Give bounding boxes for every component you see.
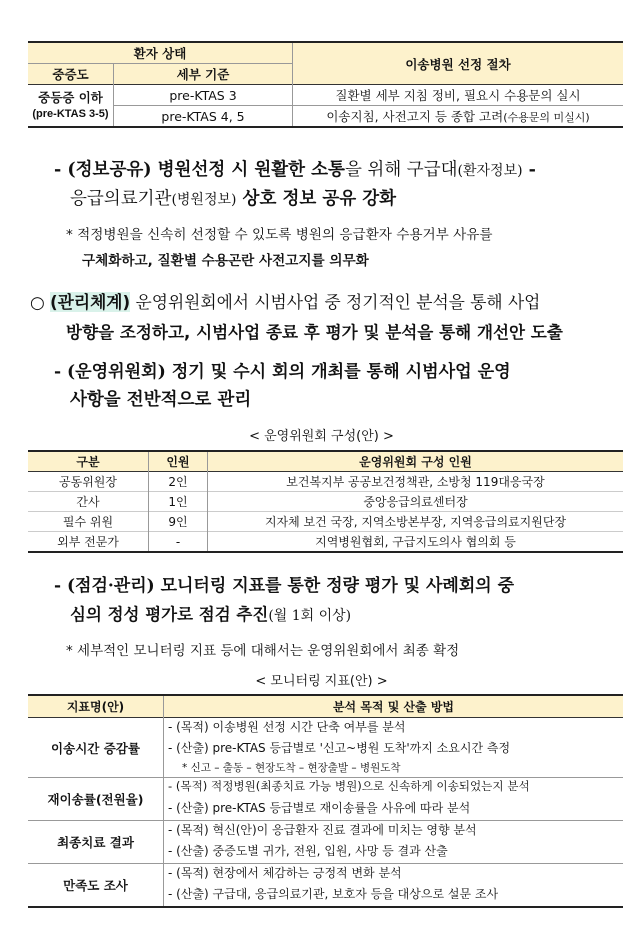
info-sharing-bold: 상호 정보 공유 강화 xyxy=(236,189,397,209)
detail-note: * 신고 – 출동 – 현장도착 – 현장출발 – 병원도착 xyxy=(182,762,401,774)
info-sharing-text: 응급의료기관 xyxy=(70,189,172,209)
indicator-name: 재이송률(전원율) xyxy=(28,778,164,821)
header-criteria: 세부 기준 xyxy=(114,64,293,85)
committee-members: 지자체 보건 국장, 지역소방본부장, 지역응급의료지원단장 xyxy=(264,515,567,529)
procedure-cell: 질환별 세부 지침 정비, 필요시 수용문의 실시 xyxy=(335,88,581,103)
detail-line: - (산출) pre-KTAS 등급별로 '신고~병원 도착'까지 소요시간 측정 xyxy=(168,741,511,755)
committee-caption: < 운영위원회 구성(안) > xyxy=(249,429,394,444)
monitoring-line-1: - (점검·관리) 모니터링 지표를 통한 정량 평가 및 사례회의 중 xyxy=(54,576,515,596)
severity-subtext: (pre-KTAS 3-5) xyxy=(32,107,109,120)
monitoring-text: 심의 정성 평가로 점검 추진 xyxy=(70,605,269,624)
detail-line: - (목적) 현장에서 체감하는 긍정적 변화 분석 xyxy=(168,866,402,880)
note-line: * 세부적인 모니터링 지표 등에 대해서는 운영위원회에서 최종 확정 xyxy=(66,643,460,659)
table-row xyxy=(28,821,623,864)
table-row xyxy=(28,492,623,512)
monitoring-header: 분석 목적 및 산출 방법 xyxy=(332,700,455,714)
committee-role: 간사 xyxy=(28,492,149,512)
committee-count: 1인 xyxy=(149,492,208,512)
procedure-cell xyxy=(293,106,624,128)
detail-line: - (목적) 혁신(안)이 응급환자 진료 결과에 미치는 영향 분석 xyxy=(168,823,477,837)
info-sharing-paren: (환자정보) xyxy=(457,163,523,179)
table-row xyxy=(28,472,623,492)
committee-role: 필수 위원 xyxy=(28,512,149,532)
procedure-note: (수용문의 미실시) xyxy=(503,111,590,124)
criteria-cell: pre-KTAS 3 xyxy=(114,85,293,106)
monitoring-caption: < 모니터링 지표(안) > xyxy=(255,674,388,689)
table-row xyxy=(28,718,623,778)
management-line-2: 방향을 조정하고, 시범사업 종료 후 평가 및 분석을 통해 개선안 도출 xyxy=(66,323,563,342)
detail-line: - (산출) 중증도별 귀가, 전원, 입원, 사망 등 결과 산출 xyxy=(168,844,448,858)
info-sharing-text: 을 위해 구급대 xyxy=(344,160,458,180)
detail-line: - (산출) pre-KTAS 등급별로 재이송률을 사유에 따라 분석 xyxy=(168,801,471,815)
patient-status-table xyxy=(28,41,623,128)
info-sharing-line-1 xyxy=(54,156,536,181)
info-sharing-dash: - xyxy=(522,160,536,180)
committee-count: 9인 xyxy=(149,512,208,532)
indicator-name: 이송시간 증감률 xyxy=(28,718,164,778)
header-patient-status: 환자 상태 xyxy=(28,42,293,64)
header-procedure: 이송병원 선정 절차 xyxy=(293,42,624,85)
committee-role: 공동위원장 xyxy=(28,472,149,492)
committee-members: 보건복지부 공공보건정책관, 소방청 119대응국장 xyxy=(286,475,545,489)
indicator-detail xyxy=(164,718,624,778)
detail-line: - (목적) 적정병원(최종치료 가능 병원)으로 신속하게 이송되었는지 분석 xyxy=(168,779,530,793)
table-row xyxy=(28,512,623,532)
committee-header: 인원 xyxy=(149,451,208,472)
committee-line-2: 사항을 전반적으로 관리 xyxy=(70,390,252,410)
table-row xyxy=(28,778,623,821)
committee-members: 지역병원협회, 구급지도의사 협의회 등 xyxy=(315,535,516,549)
info-sharing-bold: - (정보공유) 병원선정 시 원활한 소통 xyxy=(54,160,345,180)
info-sharing-paren: (병원정보) xyxy=(171,192,237,208)
monitoring-line-2 xyxy=(70,601,351,625)
committee-line-1: - (운영위원회) 정기 및 수시 회의 개최를 통해 시범사업 운영 xyxy=(54,362,511,382)
indicator-name: 만족도 조사 xyxy=(28,864,164,908)
committee-header: 구분 xyxy=(28,451,149,472)
committee-count: - xyxy=(149,532,208,553)
info-sharing-line-2 xyxy=(70,185,396,210)
committee-count: 2인 xyxy=(149,472,208,492)
bullet-circle: ○ xyxy=(30,292,45,312)
table-row xyxy=(28,864,623,908)
procedure-text: 이송지침, 사전고지 등 종합 고려 xyxy=(326,109,504,124)
indicator-detail xyxy=(164,778,624,821)
monitoring-table xyxy=(28,694,623,908)
note-line-2: 구체화하고, 질환별 수용곤란 사전고지를 의무화 xyxy=(82,253,369,269)
criteria-cell: pre-KTAS 4, 5 xyxy=(114,106,293,128)
committee-role: 외부 전문가 xyxy=(28,532,149,553)
header-severity: 중증도 xyxy=(28,64,114,85)
management-line-1 xyxy=(30,289,540,313)
monitoring-paren: (월 1회 이상) xyxy=(268,608,352,624)
severity-cell xyxy=(28,85,114,128)
committee-members: 중앙응급의료센터장 xyxy=(363,495,468,509)
detail-line: - (목적) 이송병원 선정 시간 단축 여부를 분석 xyxy=(168,720,406,734)
detail-line: - (산출) 구급대, 응급의료기관, 보호자 등을 대상으로 설문 조사 xyxy=(168,887,499,901)
indicator-detail xyxy=(164,821,624,864)
indicator-name: 최종치료 결과 xyxy=(28,821,164,864)
management-text: 운영위원회에서 시범사업 중 정기적인 분석을 통해 사업 xyxy=(130,292,541,312)
monitoring-header: 지표명(안) xyxy=(28,695,164,718)
management-highlight: (관리체계) xyxy=(50,292,131,312)
table-row xyxy=(28,532,623,553)
committee-header: 운영위원회 구성 인원 xyxy=(359,455,472,469)
indicator-detail xyxy=(164,864,624,908)
committee-table xyxy=(28,450,623,553)
note-line-1: * 적정병원을 신속히 선정할 수 있도록 병원의 응급환자 수용거부 사유를 xyxy=(66,227,493,243)
severity-label: 중등증 이하 xyxy=(38,89,103,105)
